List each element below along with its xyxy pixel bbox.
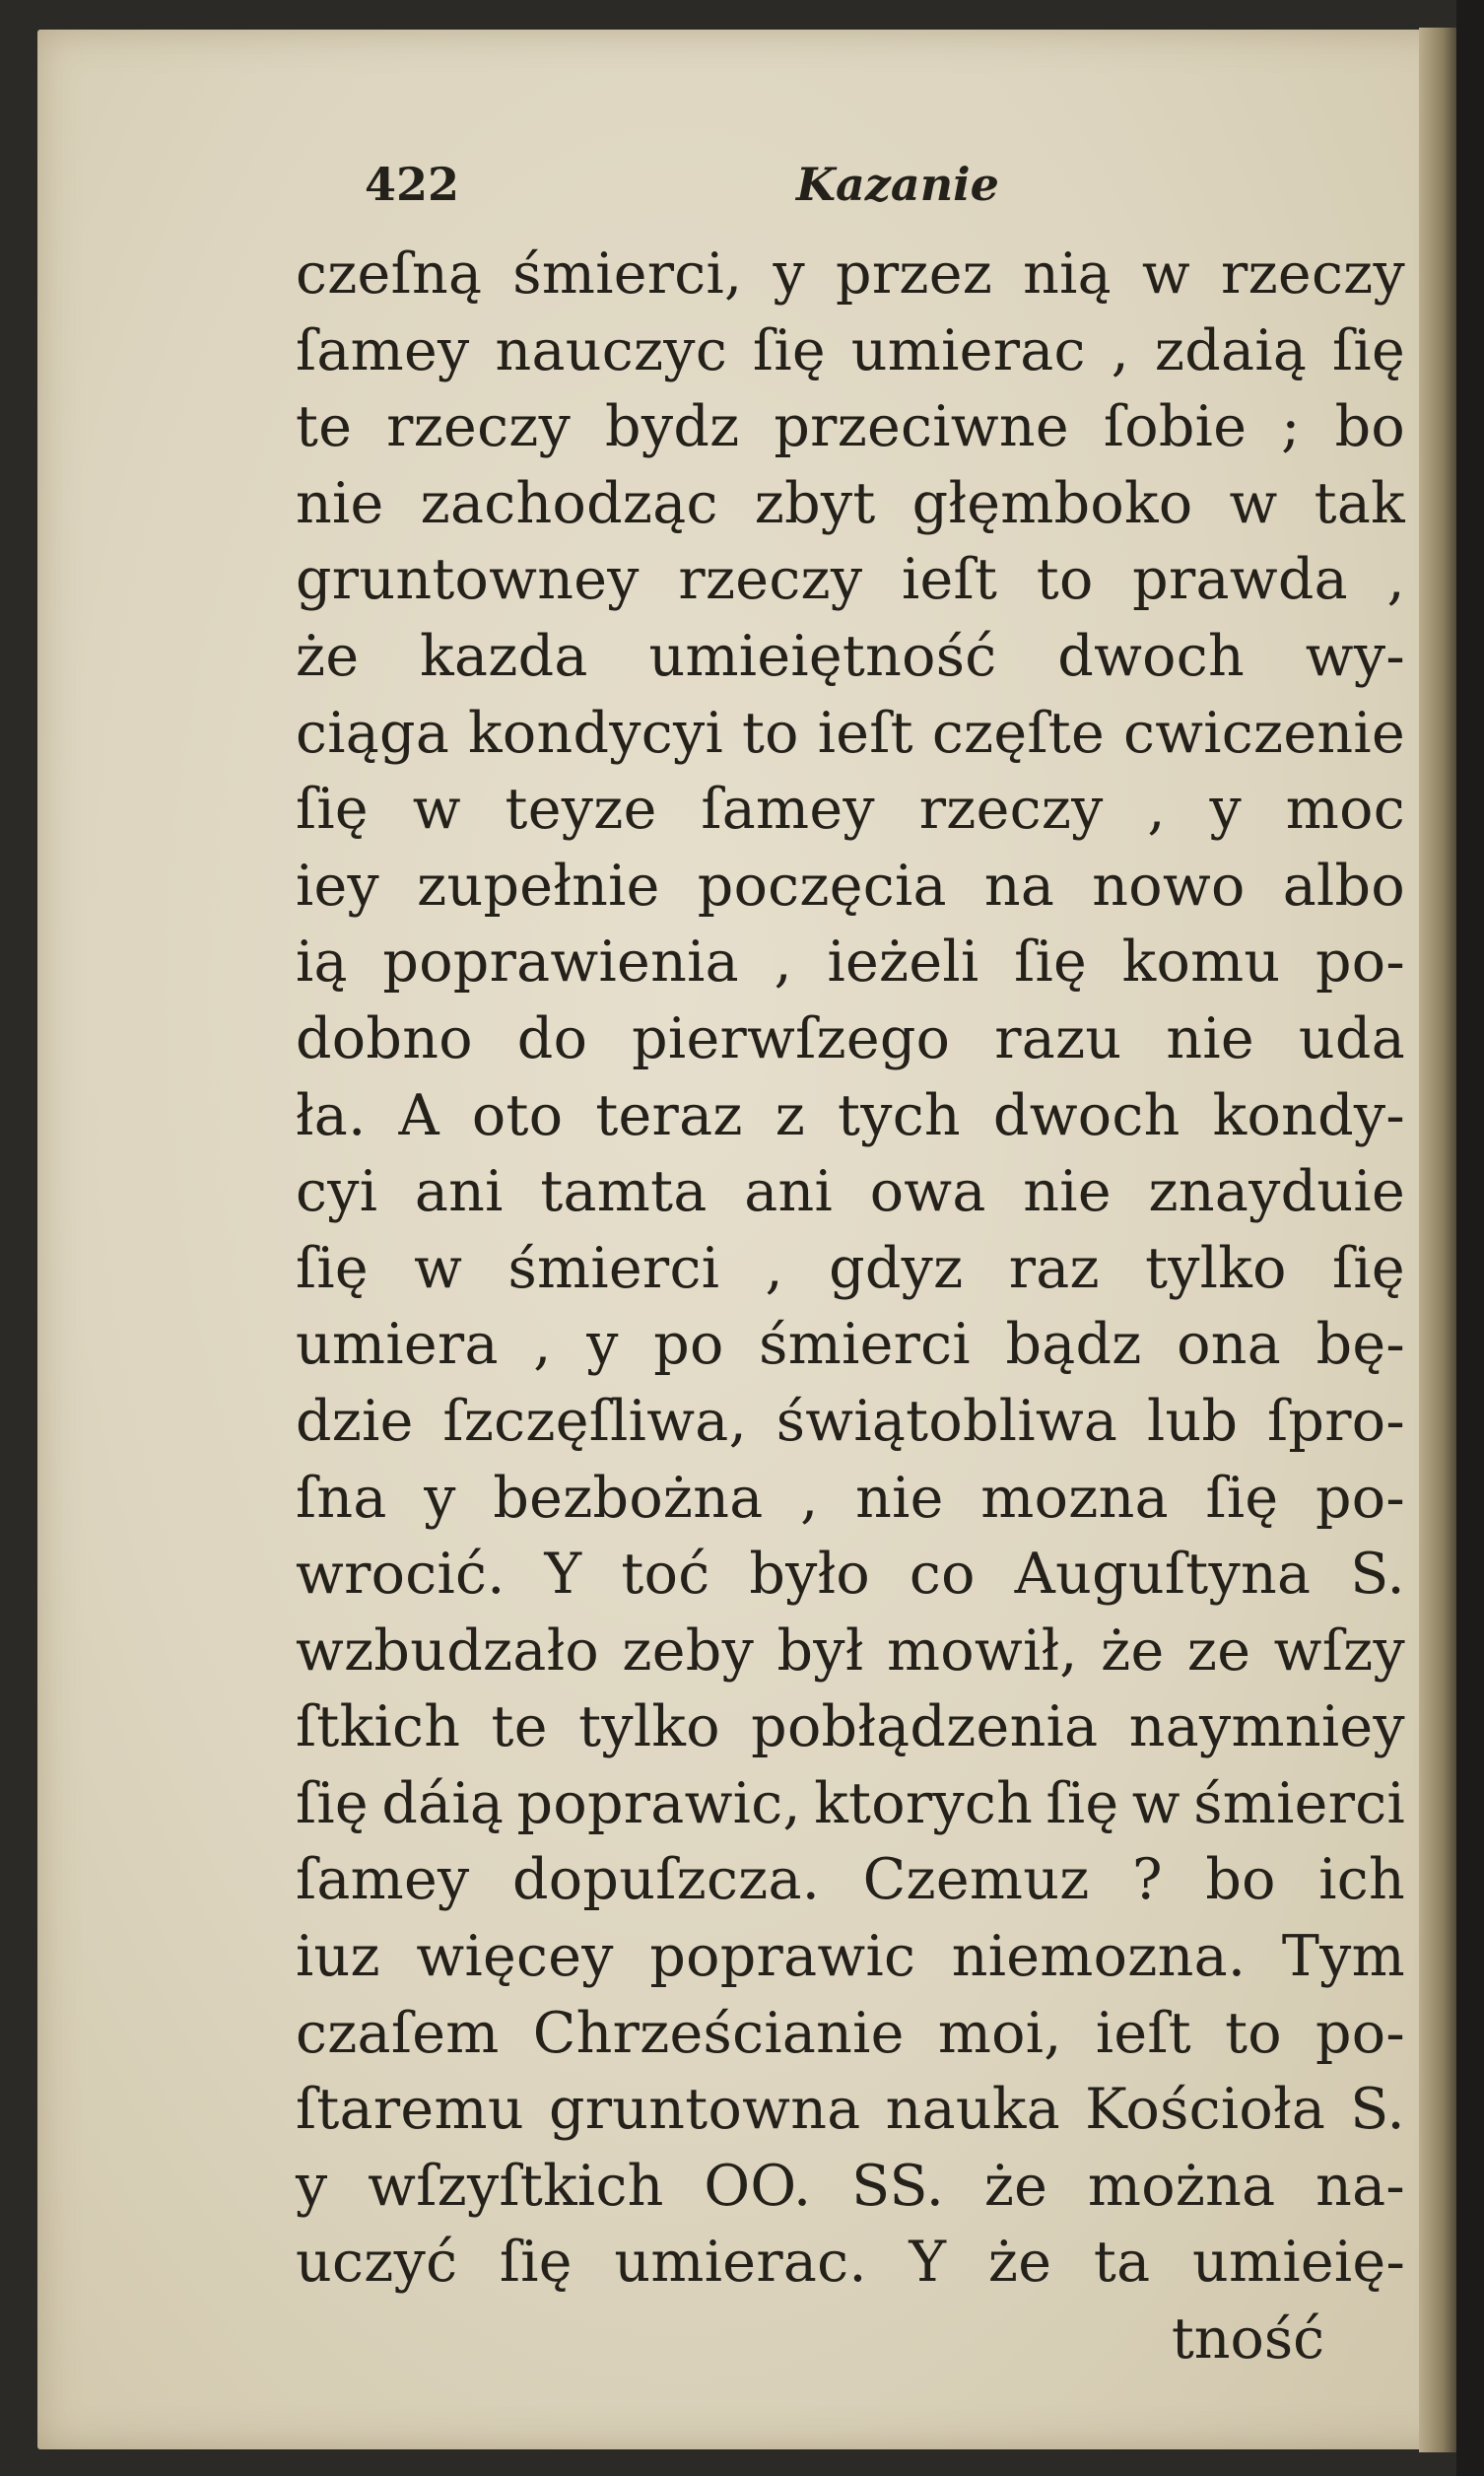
word: Czemuz (862, 1847, 1090, 1913)
word: ſię (296, 1770, 369, 1836)
word: że (983, 2153, 1048, 2219)
word: zachodząc (420, 470, 718, 536)
word: wrocić. (296, 1542, 506, 1608)
word: gdyz (829, 1235, 964, 1301)
word: rzeczy (386, 394, 572, 460)
word: zbyt (754, 470, 876, 536)
word: nie (855, 1465, 944, 1531)
word: poprawic, (516, 1770, 801, 1836)
text-line (296, 849, 1405, 926)
word: lub (1146, 1388, 1239, 1454)
text-line (296, 466, 1405, 543)
word: to (741, 700, 799, 766)
word: więcey (416, 1924, 614, 1990)
word: niemozna. (951, 1924, 1247, 1990)
text-line (296, 1689, 1405, 1766)
catchword: tność (1171, 2306, 1324, 2373)
word: raz (1008, 1235, 1100, 1301)
word: ſna (296, 1465, 387, 1531)
word: kondycyi (468, 700, 724, 766)
word: po (653, 1312, 724, 1378)
word: z (775, 1082, 806, 1148)
word: ieſt (901, 547, 998, 613)
word: teraz (595, 1082, 743, 1148)
word: OO. (704, 2153, 812, 2219)
word: ſię (296, 1235, 369, 1301)
word: ſamey (296, 317, 470, 383)
text-line (296, 1001, 1405, 1078)
word: cwiczenie (1122, 700, 1405, 766)
word: tak (1314, 470, 1405, 536)
word: to (1036, 547, 1094, 613)
word: , (774, 929, 792, 996)
word: śmierci (507, 1235, 720, 1301)
word: ieſt (817, 700, 913, 766)
text-line (296, 389, 1405, 466)
word: A (398, 1082, 439, 1148)
word: śmierci, (512, 241, 743, 307)
word: bądz (1005, 1312, 1142, 1378)
word: moi, (937, 2000, 1062, 2066)
word: nowo (1092, 853, 1246, 919)
word: było (749, 1542, 870, 1608)
text-line (296, 2149, 1405, 2226)
word: Tym (1281, 1924, 1405, 1990)
text-line (296, 1461, 1405, 1538)
word: ieżeli (827, 929, 979, 996)
text-line (296, 2225, 1405, 2302)
word: y (424, 1465, 456, 1531)
word: Y (544, 1542, 582, 1608)
word: ſpro- (1267, 1388, 1405, 1454)
word: ſię (1205, 1465, 1279, 1531)
word: że (987, 2230, 1052, 2296)
word: bę- (1315, 1312, 1405, 1378)
word: ona (1177, 1312, 1282, 1378)
word: czeſną (296, 241, 483, 307)
word: teyze (505, 777, 657, 843)
page-gutter (1419, 28, 1458, 2452)
text-line (296, 2072, 1405, 2149)
word: bydz (605, 394, 740, 460)
text-line (296, 1231, 1405, 1308)
word: wſzyſtkich (368, 2153, 664, 2219)
word: dwoch (992, 1082, 1180, 1148)
word: mowił, (886, 1617, 1078, 1684)
word: albo (1282, 853, 1405, 919)
running-head (296, 158, 1405, 237)
word: ſię (1014, 929, 1088, 996)
word: y (296, 2153, 328, 2219)
word: umieię- (1191, 2230, 1405, 2296)
word: nauczyc (495, 317, 728, 383)
word: ktorych (814, 1770, 1034, 1836)
word: w (412, 777, 461, 843)
word: dwoch (1057, 623, 1246, 689)
word: naymniey (1128, 1694, 1405, 1760)
word: owa (869, 1159, 986, 1225)
word: nie (1023, 1159, 1112, 1225)
word: zupełnie (417, 853, 660, 919)
word: ſię (296, 777, 369, 843)
word: tylko (1145, 1235, 1287, 1301)
word: komu (1121, 929, 1281, 996)
word: po- (1315, 2000, 1405, 2066)
word: rzeczy (678, 547, 863, 613)
word: ſobie (1103, 394, 1248, 460)
word: w (414, 1235, 463, 1301)
word: oto (471, 1082, 564, 1148)
text-line (296, 619, 1405, 696)
word: cyi (296, 1159, 378, 1225)
word: wy- (1305, 623, 1405, 689)
word: dopuſzcza. (512, 1847, 821, 1913)
word: ſię (1046, 1770, 1119, 1836)
word: wſzy (1273, 1617, 1405, 1684)
word: ich (1318, 1847, 1405, 1913)
word: y (586, 1312, 619, 1378)
word: prawda (1132, 547, 1348, 613)
page-number: 422 (365, 158, 460, 211)
word: , (1386, 547, 1405, 613)
word: iey (296, 853, 380, 919)
word: , (1111, 317, 1130, 383)
word: bezbożna (493, 1465, 764, 1531)
word: kondy- (1212, 1082, 1405, 1148)
text-line (296, 1919, 1405, 1996)
text-line (296, 925, 1405, 1001)
word: zeby (622, 1617, 755, 1684)
word: w (1131, 1770, 1180, 1836)
text-line (296, 313, 1405, 390)
word: te (296, 394, 353, 460)
word: ze (1186, 1617, 1251, 1684)
word: wzbudzało (296, 1617, 600, 1684)
word: gruntowney (296, 547, 640, 613)
word: w (1229, 470, 1278, 536)
word: moc (1285, 777, 1405, 843)
page-text-block (296, 158, 1405, 2378)
word: ſtaremu (296, 2077, 524, 2143)
word: , (800, 1465, 819, 1531)
word: ła. (296, 1082, 367, 1148)
word: dáią (381, 1770, 505, 1836)
word: uczyć (296, 2230, 458, 2296)
text-line (296, 1766, 1405, 1843)
word: umiera (296, 1312, 499, 1378)
word: bo (1205, 1847, 1276, 1913)
word: tamta (540, 1159, 708, 1225)
word: zdaią (1154, 317, 1308, 383)
word: toć (621, 1542, 710, 1608)
word: y (773, 241, 806, 307)
word: że (296, 623, 360, 689)
word: iuz (296, 1924, 380, 1990)
word: tylko (578, 1694, 720, 1760)
word: na (983, 853, 1055, 919)
word: ſię (1331, 1235, 1405, 1301)
word: nauka (885, 2077, 1061, 2143)
word: tych (838, 1082, 961, 1148)
word: można (1087, 2153, 1276, 2219)
word: ieſt (1095, 2000, 1191, 2066)
word: rzeczy (1221, 241, 1405, 307)
text-line (296, 237, 1405, 313)
word: ; (1281, 394, 1301, 460)
word: S. (1350, 2077, 1405, 2143)
word: razu (994, 1005, 1122, 1071)
word: gruntowna (548, 2077, 861, 2143)
word: poprawic (649, 1924, 916, 1990)
word: częſte (931, 700, 1106, 766)
word: na- (1315, 2153, 1405, 2219)
word: był (776, 1617, 864, 1684)
word: te (491, 1694, 548, 1760)
word: ſamey (701, 777, 875, 843)
word: Chrześcianie (532, 2000, 905, 2066)
text-line (296, 1996, 1405, 2073)
word: pobłądzenia (751, 1694, 1099, 1760)
word: ani (414, 1159, 504, 1225)
text-line (296, 1307, 1405, 1384)
text-line (296, 542, 1405, 619)
word: dzie (296, 1388, 414, 1454)
word: S. (1350, 1542, 1405, 1608)
word: to (1225, 2000, 1282, 2066)
word: przeciwne (774, 394, 1069, 460)
word: ta (1093, 2230, 1151, 2296)
word: uda (1298, 1005, 1405, 1071)
word: , (1147, 777, 1166, 843)
word: ſię (1332, 317, 1405, 383)
text-line (296, 1384, 1405, 1461)
word: czaſem (296, 2000, 500, 2066)
word: , (765, 1235, 783, 1301)
book-edge (1456, 0, 1484, 2476)
word: rzeczy (918, 777, 1104, 843)
word: ią (296, 929, 348, 996)
word: co (909, 1542, 976, 1608)
word: y (1209, 777, 1243, 843)
word: po- (1315, 1465, 1405, 1531)
text-line (296, 1614, 1405, 1690)
word: znayduie (1148, 1159, 1405, 1225)
word: Kościoła (1085, 2077, 1326, 2143)
word: Y (909, 2230, 947, 2296)
body-text (296, 237, 1405, 2302)
word: ſamey (296, 1847, 470, 1913)
word: że (1101, 1617, 1165, 1684)
word: świątobliwa (776, 1388, 1118, 1454)
word: kazda (420, 623, 588, 689)
text-line (296, 1078, 1405, 1155)
word: po- (1315, 929, 1405, 996)
word: umierac. (614, 2230, 867, 2296)
text-line (296, 1537, 1405, 1614)
word: ſzczęſliwa, (442, 1388, 747, 1454)
word: mozna (980, 1465, 1169, 1531)
word: ciąga (296, 700, 450, 766)
text-line (296, 772, 1405, 849)
word: Auguſtyna (1014, 1542, 1312, 1608)
word: , (533, 1312, 552, 1378)
word: umierac (850, 317, 1086, 383)
word: śmierci (759, 1312, 971, 1378)
word: pierwſzego (632, 1005, 951, 1071)
text-line (296, 1154, 1405, 1231)
running-title: Kazanie (796, 158, 999, 211)
word: przez (836, 241, 993, 307)
word: nie (296, 470, 384, 536)
word: ? (1132, 1847, 1163, 1913)
word: do (516, 1005, 588, 1071)
word: SS. (851, 2153, 945, 2219)
word: nią (1023, 241, 1112, 307)
word: umieiętność (648, 623, 997, 689)
word: w (1141, 241, 1191, 307)
word: bo (1334, 394, 1405, 460)
word: ſtkich (296, 1694, 461, 1760)
word: nie (1166, 1005, 1254, 1071)
word: ani (744, 1159, 834, 1225)
word: poczęcia (697, 853, 947, 919)
word: śmierci (1193, 1770, 1405, 1836)
text-line (296, 1842, 1405, 1919)
text-line (296, 696, 1405, 773)
word: ſię (752, 317, 826, 383)
word: poprawienia (382, 929, 739, 996)
word: głęmboko (911, 470, 1193, 536)
word: dobno (296, 1005, 473, 1071)
word: ſię (499, 2230, 573, 2296)
